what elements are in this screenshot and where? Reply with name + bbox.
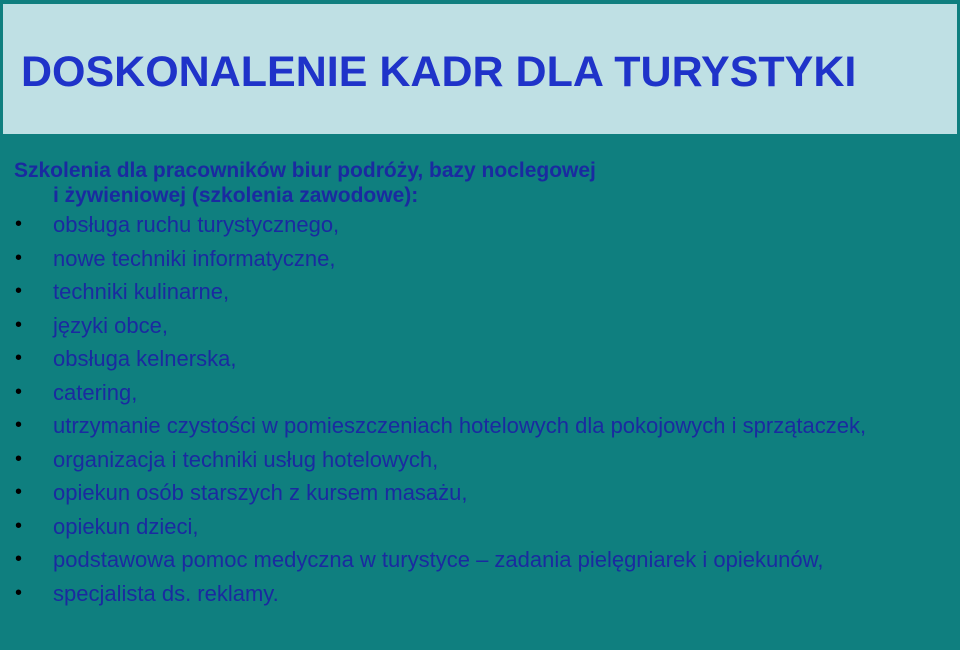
list-item [0,581,960,606]
list-item [0,514,960,539]
list-item [0,313,960,338]
bullet-icon: • [15,581,23,604]
list-item [0,447,960,472]
list-item-label: organizacja i techniki usług hotelowych, [53,446,439,472]
list-item [0,480,960,505]
bullet-icon: • [15,313,23,336]
bullet-icon: • [15,447,23,470]
list-item-label: języki obce, [53,312,168,338]
bullet-icon: • [15,514,23,537]
intro-text [14,158,960,208]
bullet-icon: • [15,246,23,269]
list-item [0,246,960,271]
list-item-label: techniki kulinarne, [53,279,230,304]
intro-line-2: i żywieniowej (szkolenia zawodowe): [53,184,419,207]
list-item-label: obsługa kelnerska, [53,346,237,371]
list-item-label: specjalista ds. reklamy. [53,580,279,606]
list-item [0,212,960,237]
bullet-icon: • [15,548,23,570]
list-item [0,547,960,572]
title-box [3,4,957,134]
bullet-icon: • [15,213,23,235]
list-item [0,346,960,371]
list-item-label: opiekun osób starszych z kursem masażu, [53,480,468,505]
bullet-icon: • [15,380,23,403]
intro-line-1: Szkolenia dla pracowników biur podróży, bazy noclegowej [14,159,596,182]
list-item-label: nowe techniki informatyczne, [53,245,336,271]
bullet-icon: • [15,280,23,302]
bullet-icon: • [15,347,23,369]
list-item [0,413,960,438]
list-item-label: catering, [53,379,138,405]
bullet-icon: • [15,414,23,436]
bullet-icon: • [15,481,23,503]
training-list [0,212,960,606]
list-item-label: utrzymanie czystości w pomieszczeniach hotelowych dla pokojowych i sprzątaczek, [53,413,867,438]
slide-title: DOSKONALENIE KADR DLA TURYSTYKI [21,48,857,96]
list-item-label: podstawowa pomoc medyczna w turystyce – zadania pielęgniarek i opiekunów, [53,547,824,572]
list-item [0,380,960,405]
list-item-label: obsługa ruchu turystycznego, [53,212,340,237]
slide-content [0,158,960,614]
list-item [0,279,960,304]
list-item-label: opiekun dzieci, [53,513,199,539]
